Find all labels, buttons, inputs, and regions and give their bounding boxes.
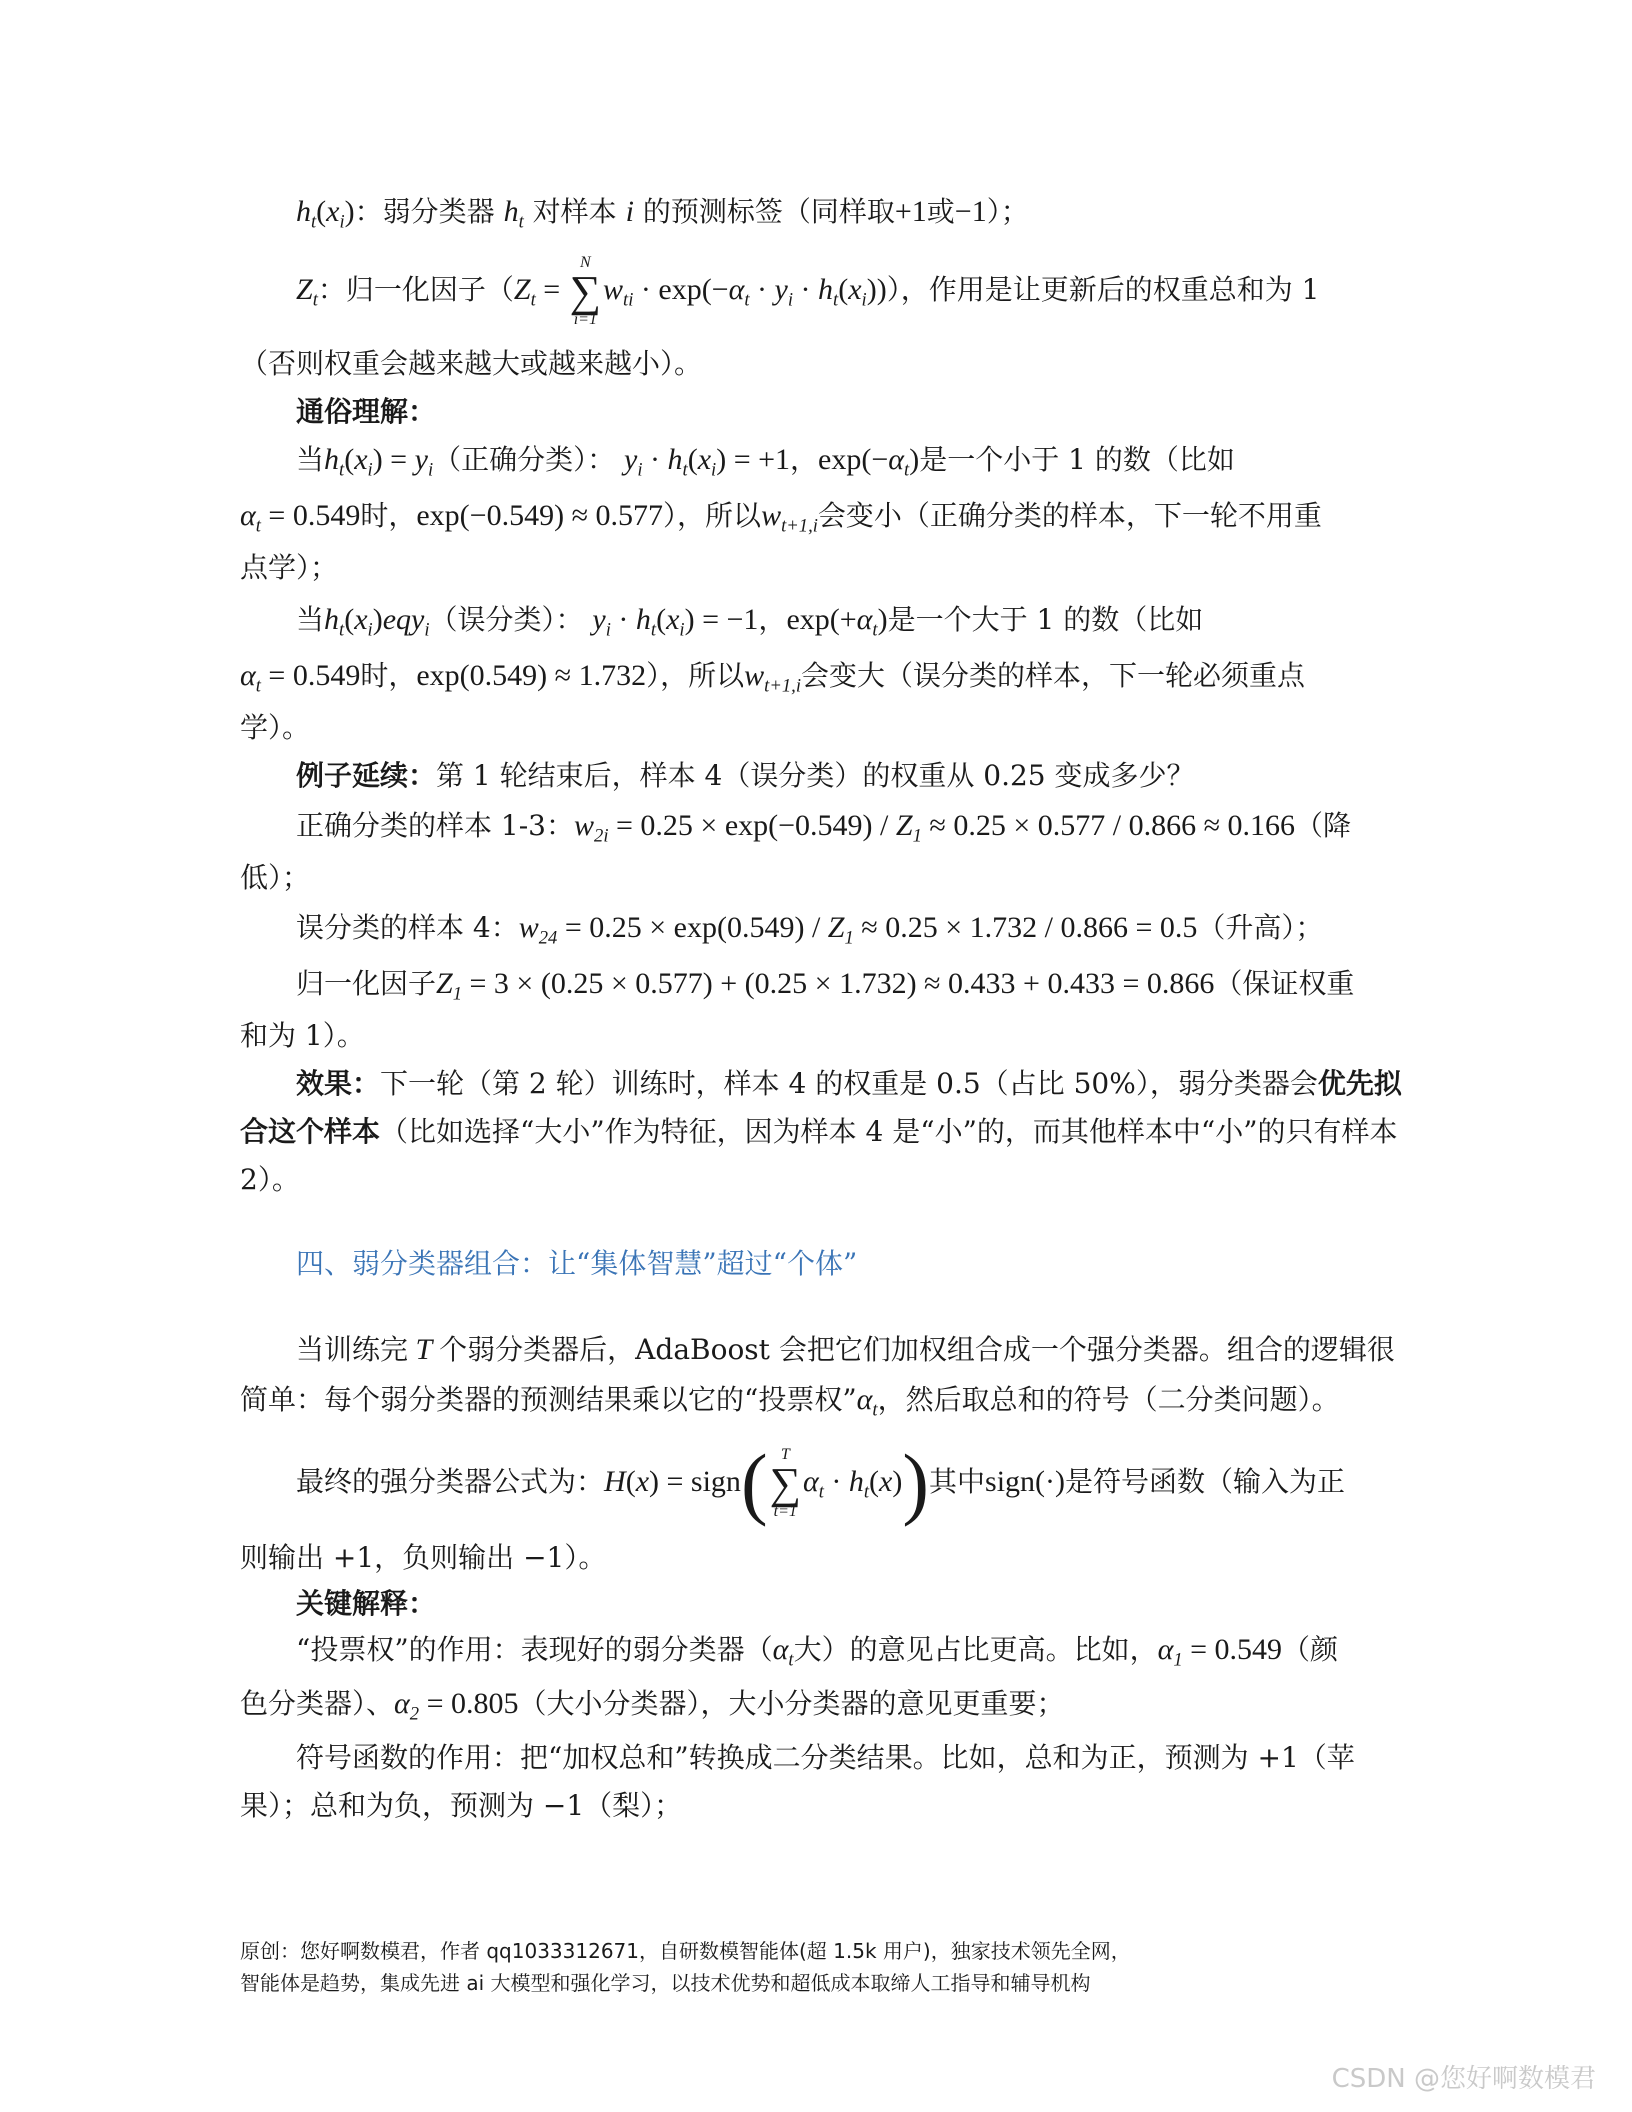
summation-symbol: T ∑ t=1	[769, 1445, 801, 1521]
csdn-watermark: CSDN @您好啊数模君	[1331, 2064, 1596, 2094]
footer-line: 原创：您好啊数模君，作者 qq1033312671，自研数模智能体(超 1.5k 用户)，独家技术领先全网，	[240, 1939, 1131, 1963]
section-heading: 四、弱分类器组合：让“集体智慧”超过“个体”	[296, 1247, 858, 1280]
paragraph-line: 学）。	[240, 711, 311, 744]
paragraph-line: 符号函数的作用：把“加权总和”转换成二分类结果。比如，总和为正，预测为 +1（苹	[296, 1741, 1355, 1774]
paragraph-line: 则输出 +1，负则输出 −1）。	[240, 1541, 607, 1574]
summation-symbol: N ∑ i=1	[569, 253, 602, 329]
strong-classifier-formula: 最终的强分类器公式为：H(x) = sign( T ∑ t=1 $\alpha_t \cdot h_t(x)$)其中sign(·)是符号函数（输入为正	[296, 1439, 1346, 1528]
paragraph-line: 低）；	[240, 861, 311, 894]
subheading-key-explanation: 关键解释：	[296, 1587, 437, 1620]
paragraph-line: $\alpha_t = 0.549$时，exp(0.549) ≈ 1.732），所以$w_{t+1,i}$会变大（误分类的样本，下一轮必须重点	[240, 659, 1305, 697]
paragraph-example: 例子延续：第 1 轮结束后，样本 4（误分类）的权重从 0.25 变成多少？	[296, 759, 1195, 792]
paragraph-line: （否则权重会越来越大或越来越小）。	[240, 347, 703, 380]
paragraph-line: 简单：每个弱分类器的预测结果乘以它的“投票权$”\alpha_t$，然后取总和的符号（二分类问题）。	[240, 1383, 1340, 1421]
paragraph-line: $\alpha_t = 0.549$时，exp(−0.549) ≈ 0.577），所以$w_{t+1,i}$会变小（正确分类的样本，下一轮不用重	[240, 499, 1322, 537]
paragraph-line: 合这个样本（比如选择“大小”作为特征，因为样本 4 是“小”的，而其他样本中“小”的只有样本	[240, 1115, 1398, 1148]
paragraph-line: 当训练完 T 个弱分类器后，AdaBoost 会把它们加权组合成一个强分类器。组合的逻辑很	[296, 1333, 1395, 1366]
paragraph-line: 正确分类的样本 1-3：$w_{2i} = 0.25 \times \exp(-0.549) / Z_1 \approx 0.25 \times 0.577 / 0.866 \approx 0.166$（降	[296, 809, 1352, 847]
paragraph-line: 归一化因子$Z_1 = 3 \times (0.25 \times 0.577) + (0.25 \times 1.732) \approx 0.433 + 0.433 = 0.866$（保证权重	[296, 967, 1355, 1005]
definition-zt: $Z_t$：归一化因子（$Z_t$ = N ∑ i=1 $w_{ti} \cdot \exp(-\alpha_t \cdot y_i \cdot h_t(x_i))$），作用是让更新后的权重总和为 1	[296, 253, 1320, 329]
paragraph-line: 果）；总和为负，预测为 −1（梨）；	[240, 1789, 683, 1822]
paragraph-line: 误分类的样本 4：$w_{24} = 0.25 \times \exp(0.549) / Z_1 \approx 0.25 \times 1.732 / 0.866 = 0.5$（升高）；	[296, 911, 1324, 949]
paragraph-line: 点学）；	[240, 551, 339, 584]
paragraph-line: 色分类器）、$\alpha_2 = 0.805$（大小分类器），大小分类器的意见更重要；	[240, 1687, 1065, 1725]
footer-line: 智能体是趋势，集成先进 ai 大模型和强化学习，以技术优势和超低成本取缔人工指导和辅导机构	[240, 1971, 1091, 1995]
paragraph-line: 2）。	[240, 1163, 300, 1196]
paragraph-line: “投票权”的作用：表现好的弱分类器（$\alpha_t$大）的意见占比更高。比如，$\alpha_1 = 0.549$（颜	[296, 1633, 1339, 1671]
paragraph-line: 当$h_t(x_i) = y_i$（正确分类）： $y_i \cdot h_t(x_i) = +1$，$\exp(-\alpha_t)$是一个小于 1 的数（比如	[296, 443, 1235, 481]
definition-ht: $h_t(x_i)$：弱分类器 $h_t$ 对样本 i 的预测标签（同样取+1或−1）；	[296, 195, 1029, 233]
paragraph-line: 当$h_t(x_i)eqy_i$（误分类）： $y_i \cdot h_t(x_i) = -1$，$\exp(+\alpha_t)$是一个大于 1 的数（比如	[296, 603, 1204, 641]
paragraph-line: 和为 1）。	[240, 1019, 365, 1052]
paragraph-effect: 效果：下一轮（第 2 轮）训练时，样本 4 的权重是 0.5（占比 50%），弱分类器会优先拟	[296, 1067, 1402, 1100]
subheading-common-understanding: 通俗理解：	[296, 395, 437, 428]
